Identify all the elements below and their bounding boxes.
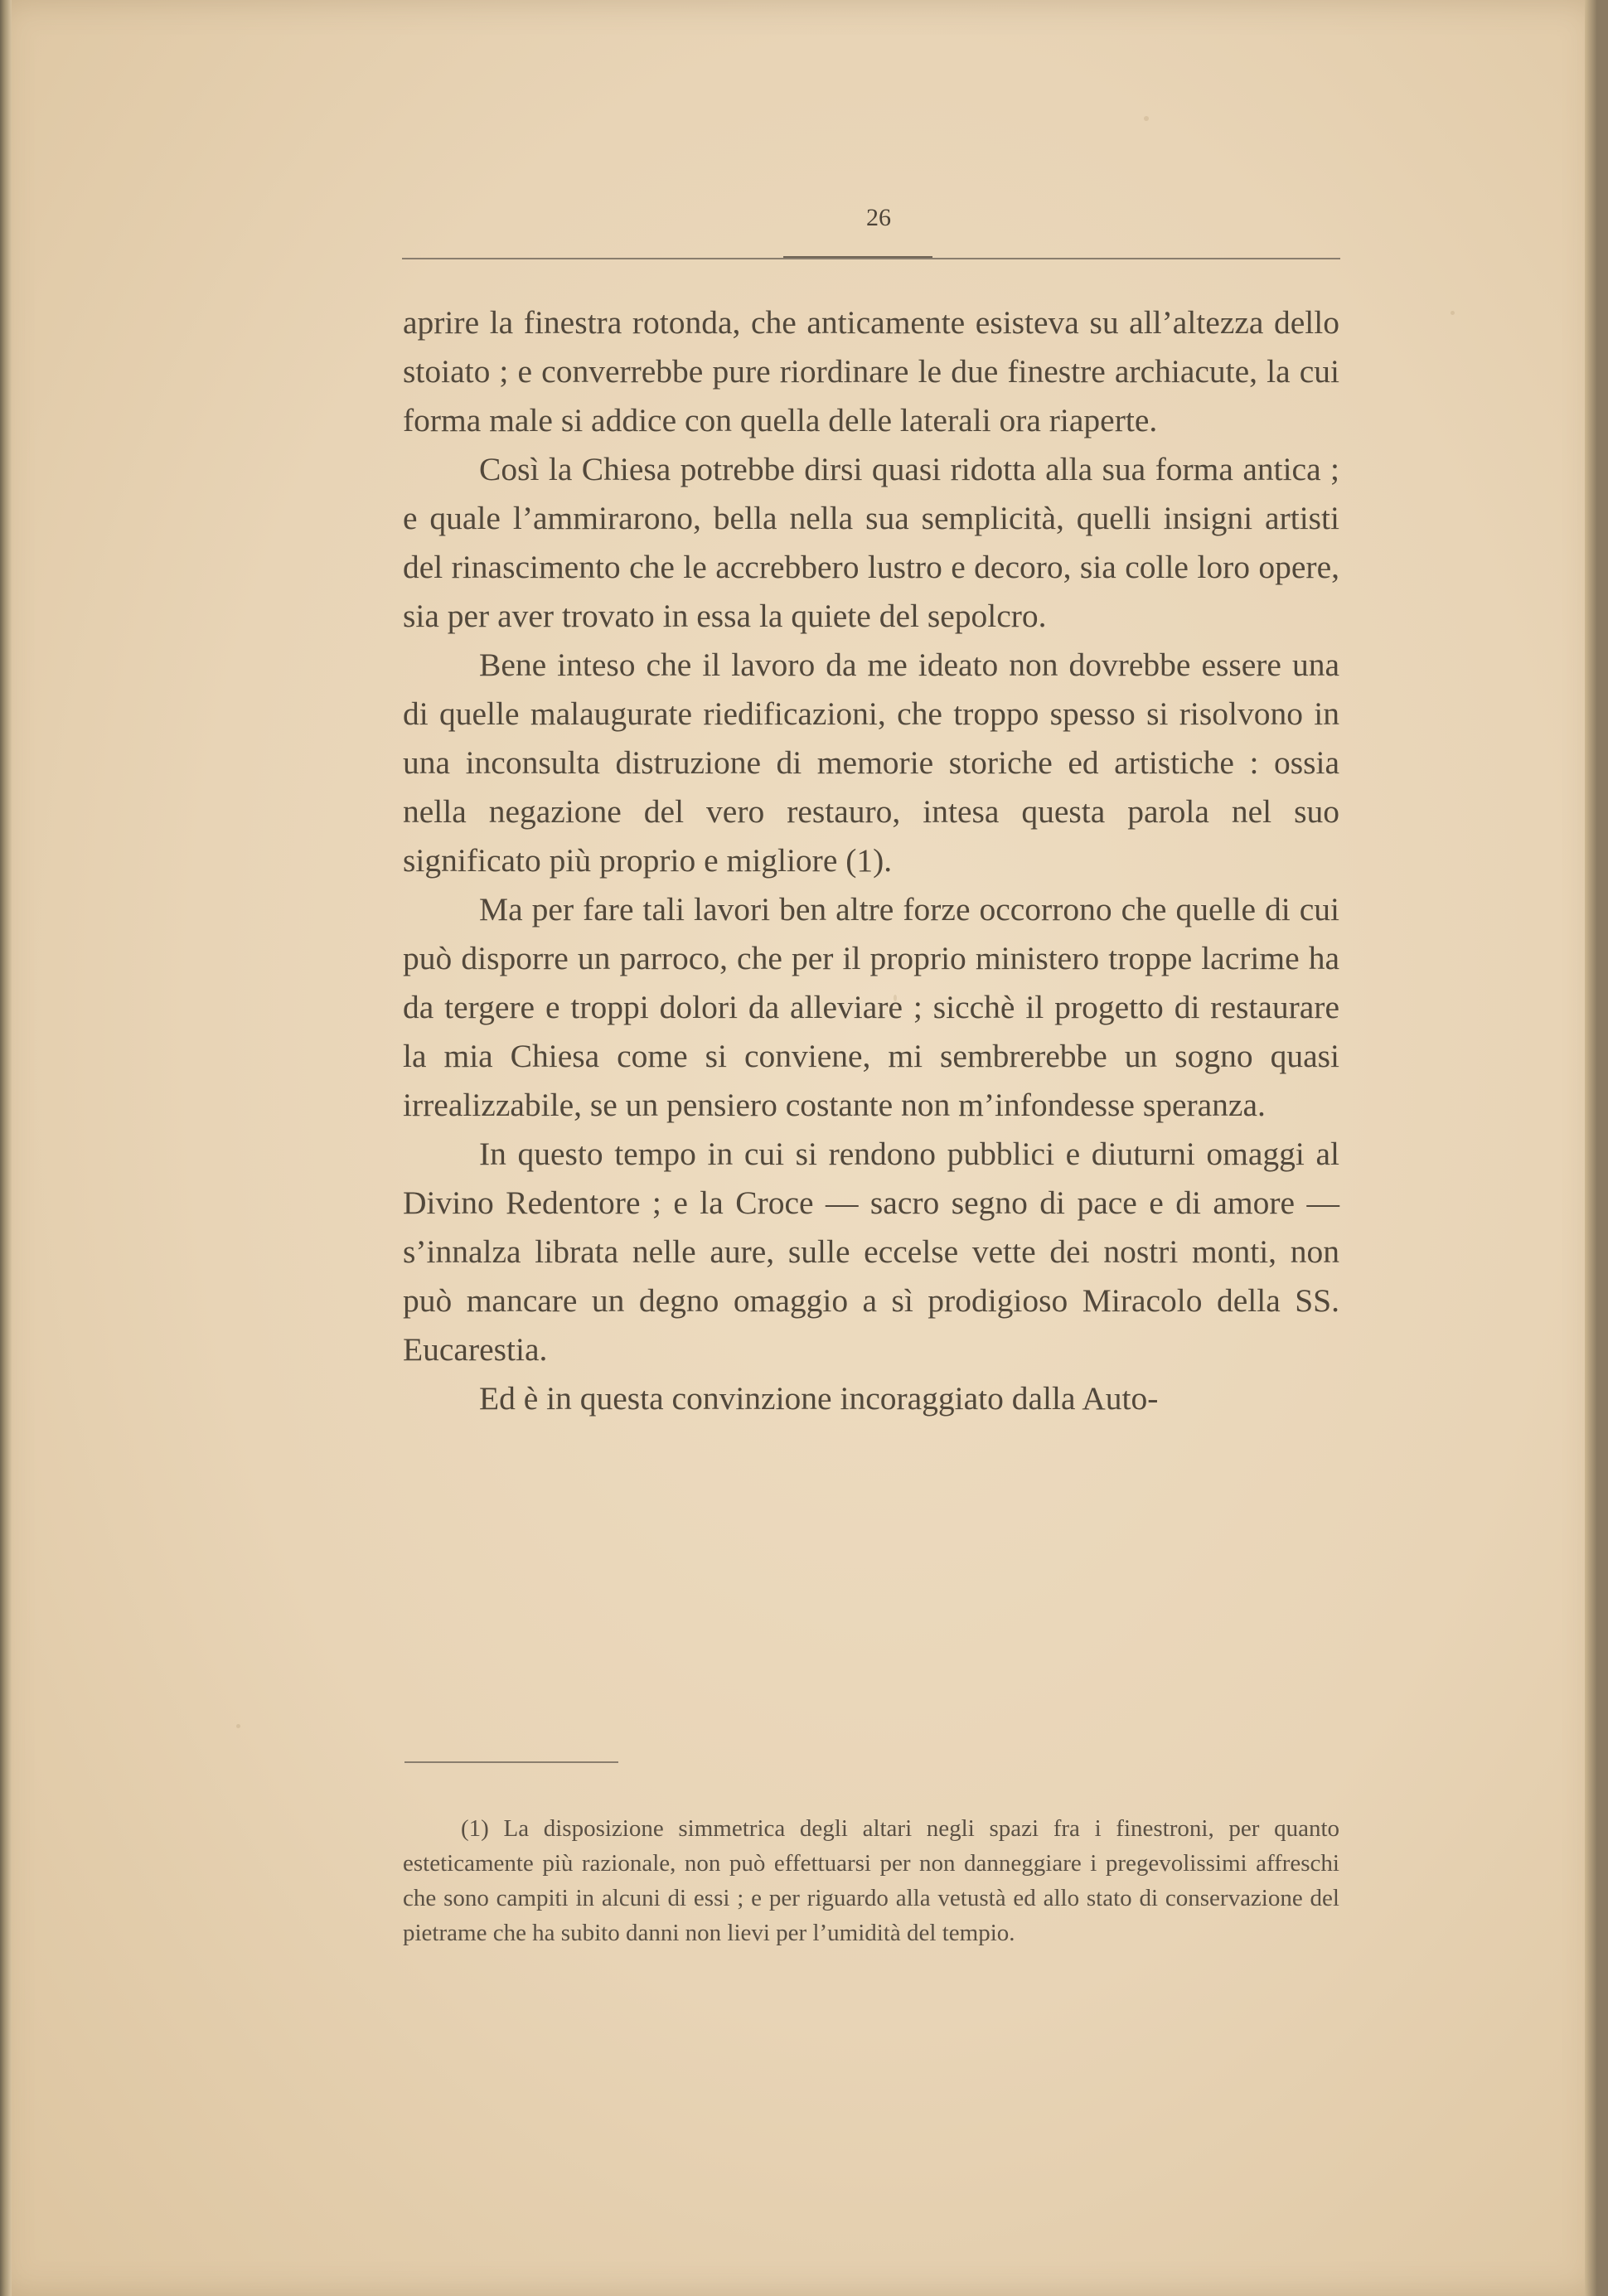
paragraph-1: aprire la finestra rotonda, che anticamente esisteva su all’altezza dello stoiato ; e converrebbe pure riordinare le due finestre archiacute, la cui forma male si addice con quella delle laterali ora riaperte. — [403, 304, 1339, 438]
paper-stain — [1144, 116, 1149, 121]
paragraph-5: In questo tempo in cui si rendono pubblici e diuturni omaggi al Divino Redentore ; e la Croce — sacro segno di pace e di amore — s’innalza librata nelle aure, sulle eccelse vette dei nostri monti, non può mancare un degno omaggio a sì prodigioso Miracolo della SS. Eucarestia. — [403, 1136, 1339, 1368]
page-spine-edge — [0, 0, 12, 2296]
header-rule — [402, 258, 1340, 259]
paragraph-4: Ma per fare tali lavori ben altre forze occorrono che quelle di cui può disporre un parroco, che per il proprio ministero troppe lacrime ha da tergere e troppi dolori da alleviare ; sicchè il progetto di restaurare la mia Chiesa come si conviene, mi sembrerebbe un sogno quasi irrealizzabile, se un pensiero costante non m’infondesse speranza. — [403, 891, 1339, 1123]
paragraph-2: Così la Chiesa potrebbe dirsi quasi ridotta alla sua forma antica ; e quale l’ammirarono, bella nella sua semplicità, quelli insigni artisti del rinascimento che le accrebbero lustro e decoro, sia colle loro opere, sia per aver trovato in essa la quiete del sepolcro. — [403, 451, 1339, 634]
page-right-edge — [1585, 0, 1596, 2296]
paragraph-6: Ed è in questa convinzione incoraggiato dalla Auto- — [479, 1380, 1159, 1417]
paragraph-3: Bene inteso che il lavoro da me ideato non dovrebbe essere una di quelle malaugurate riedificazioni, che troppo spesso si risolvono in una inconsulta distruzione di memorie storiche ed artistiche : ossia nella negazione del vero restauro, intesa questa parola nel suo significato più proprio e migliore (1). — [403, 647, 1339, 879]
footnote: (1) La disposizione simmetrica degli altari negli spazi fra i finestroni, per quanto esteticamente più razionale, non può effettuarsi per non danneggiare i pregevolissimi affreschi che sono campiti in alcuni di essi ; e per riguardo alla vetustà ed allo stato di conservazione del pietrame che ha subito danni non lievi per l’umidità del tempio. — [403, 1815, 1339, 1946]
footnote-rule — [404, 1761, 618, 1763]
body-text — [403, 298, 1339, 1423]
page-number: 26 — [866, 204, 891, 231]
paper-stain — [236, 1724, 240, 1728]
header-rule-center — [783, 256, 932, 258]
paper-stain — [1451, 311, 1455, 315]
